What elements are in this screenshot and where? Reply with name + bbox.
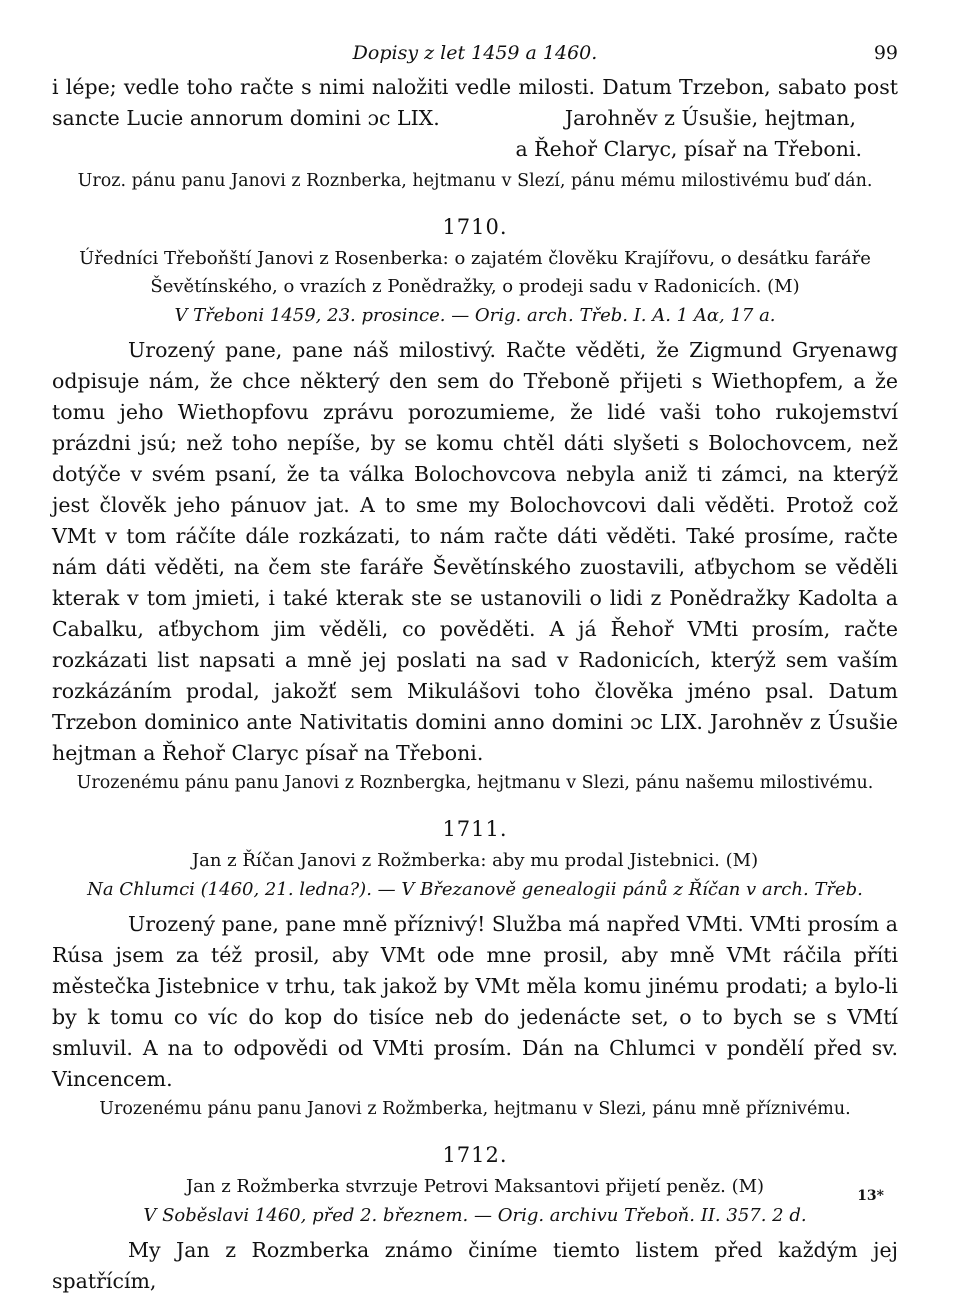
doc-1711-number: 1711.: [442, 817, 508, 841]
doc-1710-body: Urozený pane, pane náš milostivý. Račte věděti, že Zigmund Gryenawg odpisuje nám, že chce některý den sem do Třeboně přijeti s Wiethopfem, a že tomu jeho Wiethopfovu zprávu porozumieme, že lidé vaši toho rukojemství prázdni jsú; než toho nepíše, by se komu chtěl dáti slyšeti s Bolochovcem, než dotýče v svém psaní, že ta válka Bolochovcova nebyla aniž ti zámci, na kterýž jest člověk jeho pánuov jat. A to sme my Bolochovcovi dali věděti. Protož což VMt v tom ráčíte dále rozkázati, to nám račte dáti věděti. Také prosíme, račte nám dáti věděti, na čem ste faráře Ševětínského zuostavili, aťbychom se věděli kterak v tom jmieti, i také kterak ste se ustanovili o lidi z Ponědražky Kadolta a Cabalku, aťbychom jim věděli, co pověděti. A já Řehoř VMti prosím, račte rozkázati list napsati a mně jej poslati na sad v Radonicích, kterýž sem vaším rozkázáním prodal, jakožť sem Mikulášovi toho člověka jméno psal. Datum Trzebon dominico ante Nativitatis domini anno domini ɔc LIX. Jarohněv z Úsušie hejtman a Řehoř Claryc písař na Třeboni.: [52, 338, 898, 765]
doc-1712-source: V Soběslavi 1460, před 2. březnem. — Orig. archivu Třeboň. II. 357. 2 d.: [143, 1205, 807, 1226]
doc-1711-source: Na Chlumci (1460, 21. ledna?). — V Březanově genealogii pánů z Říčan v arch. Třeb.: [87, 879, 863, 900]
doc-1711-address: Urozenému pánu panu Janovi z Rožmberka, hejtmanu v Slezi, pánu mně příznivému.: [99, 1099, 851, 1119]
doc-1712-summary: Jan z Rožmberka stvrzuje Petrovi Maksantovi přijetí peněz. (M): [185, 1176, 765, 1197]
document-page: [52, 38, 898, 1297]
doc-1710-address: Urozenému pánu panu Janovi z Roznbergka, hejtmanu v Slezi, pánu našemu milostivému.: [76, 773, 874, 793]
doc-1711-body: Urozený pane, pane mně příznivý! Služba má napřed VMti. VMti prosím a Rúsa jsem za též prosil, aby VMt ode mne prosil, aby mně VMt ráčila příti městečka Jistebnice v trhu, tak jakož by VMt měla komu jinému prodati; a bylo-li by k tomu co víc do kop do tisíce neb do jedenácte set, o to bych se s VMtí smluvil. A na to odpovědi od VMti prosím. Dán na Chlumci v pondělí před sv. Vincencem.: [52, 912, 898, 1091]
doc-1712-number: 1712.: [442, 1143, 508, 1167]
prev-letter-address: Uroz. pánu panu Janovi z Roznberka, hejtmanu v Slezí, pánu mému milostivému buď dán.: [77, 171, 873, 191]
prev-letter-signature-a: Jarohněv z Úsušie, hejtman,: [564, 106, 856, 130]
page-header: [52, 38, 898, 72]
prev-letter-signature-b: a Řehoř Claryc, písař na Třeboni.: [515, 137, 862, 161]
doc-1710-summary: Úředníci Třeboňští Janovi z Rosenberka: o zajatém člověku Krajířovu, o desátku faráře Ševětínského, o vrazích z Ponědražky, o prodeji sadu v Radonicích. (M): [79, 248, 871, 297]
prev-letter-text: i lépe; vedle toho račte s nimi naložiti vedle milosti. Datum Trzebon, sabato post sancte Lucie annorum domini ɔc LIX.: [52, 75, 898, 130]
doc-1710-source: V Třeboni 1459, 23. prosince. — Orig. arch. Třeb. I. A. 1 Aα, 17 a.: [174, 305, 776, 326]
page-number: 99: [873, 42, 898, 64]
doc-1712-body: My Jan z Rozmberka známo činíme tiemto listem před každým jej spatřícím,: [52, 1238, 898, 1293]
running-title: Dopisy z let 1459 a 1460.: [352, 42, 598, 64]
doc-1710-number: 1710.: [442, 215, 508, 239]
signature-mark: 13*: [857, 1188, 884, 1204]
doc-1711-summary: Jan z Říčan Janovi z Rožmberka: aby mu prodal Jistebnici. (M): [191, 850, 759, 871]
